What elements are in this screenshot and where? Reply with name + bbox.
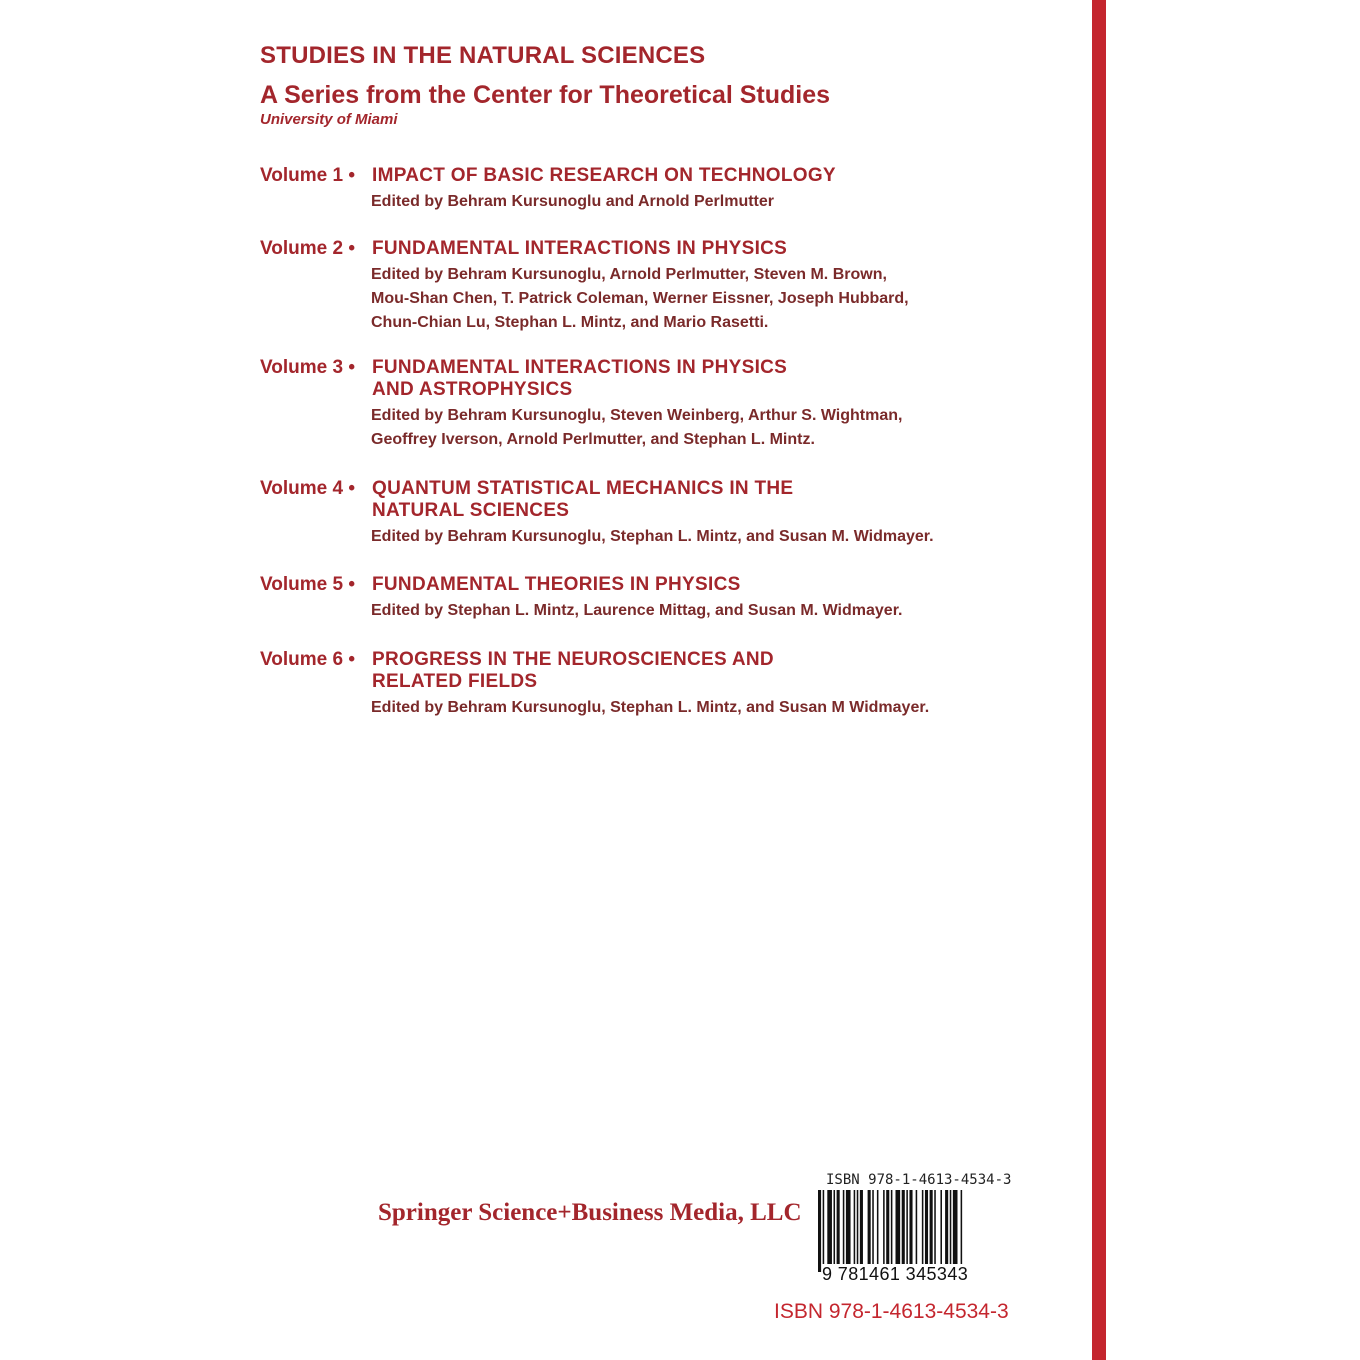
barcode-digits: 9 781461 345343 <box>822 1264 1032 1285</box>
volume-editors: Edited by Behram Kursunoglu, Arnold Perlmutter, Steven M. Brown, Mou-Shan Chen, T. Patrick Coleman, Werner Eissner, Joseph Hubbard, Chun-Chian Lu, Stephan L. Mintz, and Mario Rasetti. <box>371 266 909 331</box>
series-title: STUDIES IN THE NATURAL SCIENCES <box>260 42 706 69</box>
volume-title: QUANTUM STATISTICAL MECHANICS IN THE NATURAL SCIENCES <box>372 478 794 521</box>
volume-title: FUNDAMENTAL THEORIES IN PHYSICS <box>372 574 741 595</box>
isbn-barcode-caption: ISBN 978-1-4613-4534-3 <box>826 1172 1012 1188</box>
volume-editors: Edited by Behram Kursunoglu, Stephan L. Mintz, and Susan M Widmayer. <box>371 699 930 716</box>
volume-entry-4 <box>260 478 980 549</box>
volume-editors: Edited by Stephan L. Mintz, Laurence Mittag, and Susan M. Widmayer. <box>371 602 903 619</box>
series-subtitle: A Series from the Center for Theoretical Studies <box>260 81 831 109</box>
volume-label: Volume 1 • <box>260 165 355 186</box>
volume-title: FUNDAMENTAL INTERACTIONS IN PHYSICS AND ASTROPHYSICS <box>372 357 788 400</box>
volume-label: Volume 4 • <box>260 478 355 499</box>
volume-title: PROGRESS IN THE NEUROSCIENCES AND RELATED FIELDS <box>372 649 774 692</box>
volume-title: FUNDAMENTAL INTERACTIONS IN PHYSICS <box>372 238 788 259</box>
volume-title: IMPACT OF BASIC RESEARCH ON TECHNOLOGY <box>372 165 836 186</box>
volume-label: Volume 5 • <box>260 574 355 595</box>
spine-stripe <box>1092 0 1106 1360</box>
volume-editors: Edited by Behram Kursunoglu, Steven Weinberg, Arthur S. Wightman, Geoffrey Iverson, Arnold Perlmutter, and Stephan L. Mintz. <box>371 407 903 448</box>
volume-entry-5 <box>260 574 980 623</box>
volume-editors: Edited by Behram Kursunoglu and Arnold Perlmutter <box>371 193 774 210</box>
volume-entry-3 <box>260 357 980 452</box>
publisher-name: Springer Science+Business Media, LLC <box>378 1199 802 1226</box>
volume-editors: Edited by Behram Kursunoglu, Stephan L. Mintz, and Susan M. Widmayer. <box>371 528 934 545</box>
volume-entry-6 <box>260 649 980 720</box>
series-affiliation: University of Miami <box>260 111 398 128</box>
volume-entry-1 <box>260 165 980 214</box>
volume-entry-2 <box>260 238 980 335</box>
barcode-image <box>816 1190 1031 1272</box>
volume-label: Volume 3 • <box>260 357 355 378</box>
isbn-label: ISBN 978-1-4613-4534-3 <box>774 1300 1009 1323</box>
volume-label: Volume 2 • <box>260 238 355 259</box>
volume-label: Volume 6 • <box>260 649 355 670</box>
